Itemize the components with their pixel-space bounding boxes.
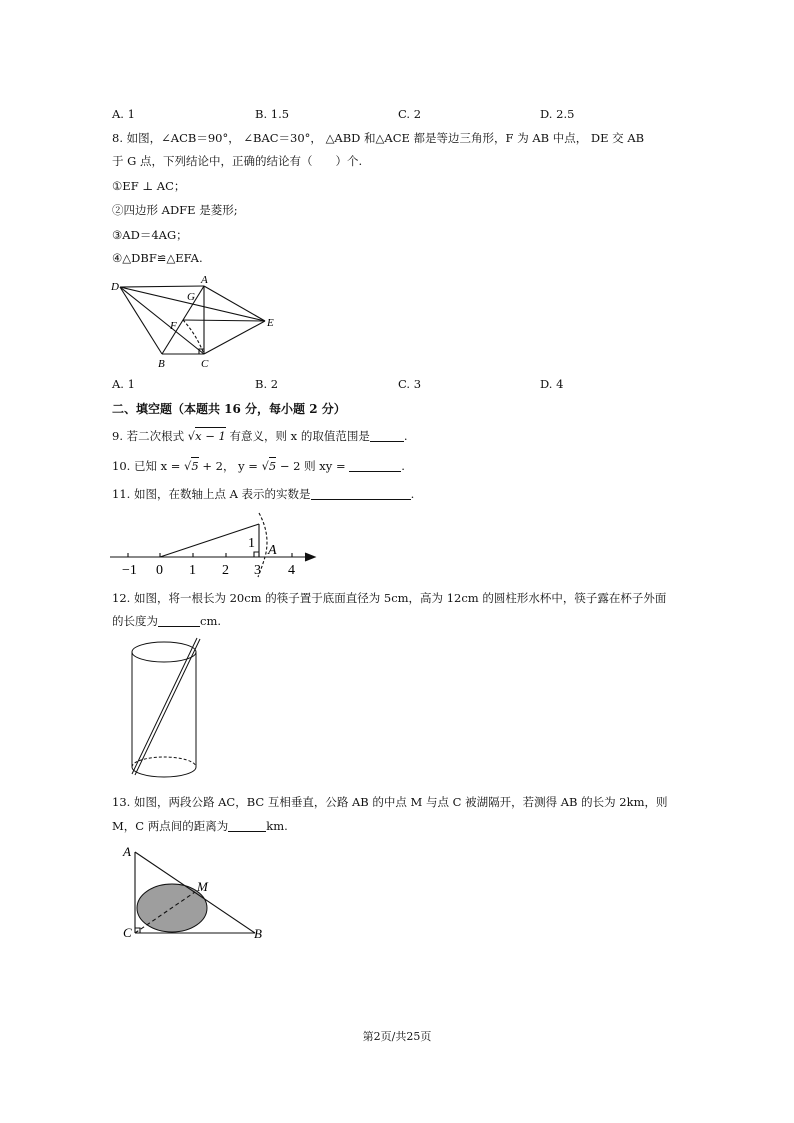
q11-tick-1: 1 (189, 563, 196, 578)
q8-statement-4: ④△DBF≌△EFA. (112, 251, 203, 265)
q7-option-a: A. 1 (112, 107, 135, 121)
q8-label-D: D (111, 281, 119, 293)
q11-tick-0: 0 (156, 563, 163, 578)
q12-line2-suffix: cm. (200, 614, 222, 628)
q13-label-A: A (123, 844, 131, 859)
q11-label-1: 1 (248, 536, 255, 551)
q11-number-line (108, 505, 323, 580)
q13-line2 (112, 818, 288, 834)
q13-line2-prefix: M，C 两点间的距离为 (112, 819, 229, 833)
q8-line2: 于 G 点，下列结论中，正确的结论有（ ）个. (112, 154, 363, 168)
q8-label-C: C (201, 358, 209, 370)
q13-label-C: C (123, 925, 132, 940)
q8-option-d: D. 4 (540, 377, 564, 391)
q13-answer-blank[interactable] (228, 820, 266, 832)
q10-radicand-2: 5 (268, 459, 277, 473)
q13-label-B: B (254, 926, 262, 941)
q11-answer-blank[interactable] (311, 488, 411, 500)
q8-option-c: C. 3 (398, 377, 422, 391)
q12-line2 (112, 613, 221, 629)
q9-radical: √x − 1 (187, 429, 226, 443)
q11-tick-2: 2 (222, 563, 229, 578)
q9 (112, 428, 407, 444)
q9-suffix: 有意义，则 x 的取值范围是 (229, 429, 370, 443)
q10-mid2: − 2 则 xy = (279, 459, 346, 473)
q9-radicand: x − 1 (195, 429, 226, 443)
q13-line2-suffix: km. (266, 819, 288, 833)
q11 (112, 486, 414, 502)
q11-tick-neg1: −1 (122, 563, 137, 578)
q8-label-A: A (201, 274, 208, 286)
q13-figure (118, 838, 270, 944)
q11-end: . (410, 487, 415, 501)
q7-option-b: B. 1.5 (255, 107, 290, 121)
q9-end: . (403, 429, 408, 443)
q8-statement-2: ②四边形 ADFE 是菱形; (112, 203, 238, 217)
q9-prefix: 9. 若二次根式 (112, 429, 185, 443)
q7-option-c: C. 2 (398, 107, 422, 121)
q10-prefix: 10. 已知 x = (112, 459, 181, 473)
q7-option-d: D. 2.5 (540, 107, 575, 121)
q11-tick-3: 3 (254, 563, 261, 578)
q11-text: 11. 如图，在数轴上点 A 表示的实数是 (112, 487, 311, 501)
q10: 10. 已知 x = √5 + 2， y = √5 − 2 则 xy = . (112, 459, 405, 473)
q12-line1: 12. 如图，将一根长为 20cm 的筷子置于底面直径为 5cm，高为 12cm 的圆柱形水杯中，筷子露在杯子外面 (112, 591, 667, 605)
q8-statement-3: ③AD＝4AG； (112, 228, 188, 242)
q8-label-B: B (158, 358, 165, 370)
q8-label-G: G (187, 291, 195, 303)
q9-answer-blank[interactable] (370, 430, 404, 442)
q11-tick-4: 4 (288, 563, 295, 578)
q8-option-b: B. 2 (255, 377, 279, 391)
q11-label-A: A (268, 543, 277, 558)
q8-option-a: A. 1 (112, 377, 135, 391)
q10-answer-blank[interactable] (349, 460, 401, 472)
q8-label-E: E (267, 317, 274, 329)
q8-line1: 8. 如图，∠ACB＝90°， ∠BAC＝30°， △ABD 和△ACE 都是等边三角形，F 为 AB 中点， DE 交 AB (112, 131, 645, 145)
q12-cylinder-figure (124, 632, 206, 784)
q12-line2-prefix: 的长度为 (112, 614, 158, 628)
q12-answer-blank[interactable] (158, 615, 200, 627)
q10-mid: + 2， y = (202, 459, 258, 473)
q8-statement-1: ①EF ⊥ AC； (112, 179, 186, 193)
q10-radicand-1: 5 (191, 459, 199, 473)
q8-figure (108, 272, 288, 372)
section-heading: 二、填空题（本题共 16 分，每小题 2 分） (112, 402, 346, 416)
q13-label-M: M (197, 879, 208, 894)
q13-line1: 13. 如图，两段公路 AC，BC 互相垂直，公路 AB 的中点 M 与点 C 被湖隔开，若测得 AB 的长为 2km，则 (112, 795, 668, 809)
page-footer: 第2页/共25页 (362, 1030, 432, 1043)
q8-label-F: F (170, 320, 177, 332)
q10-end: . (401, 459, 405, 473)
